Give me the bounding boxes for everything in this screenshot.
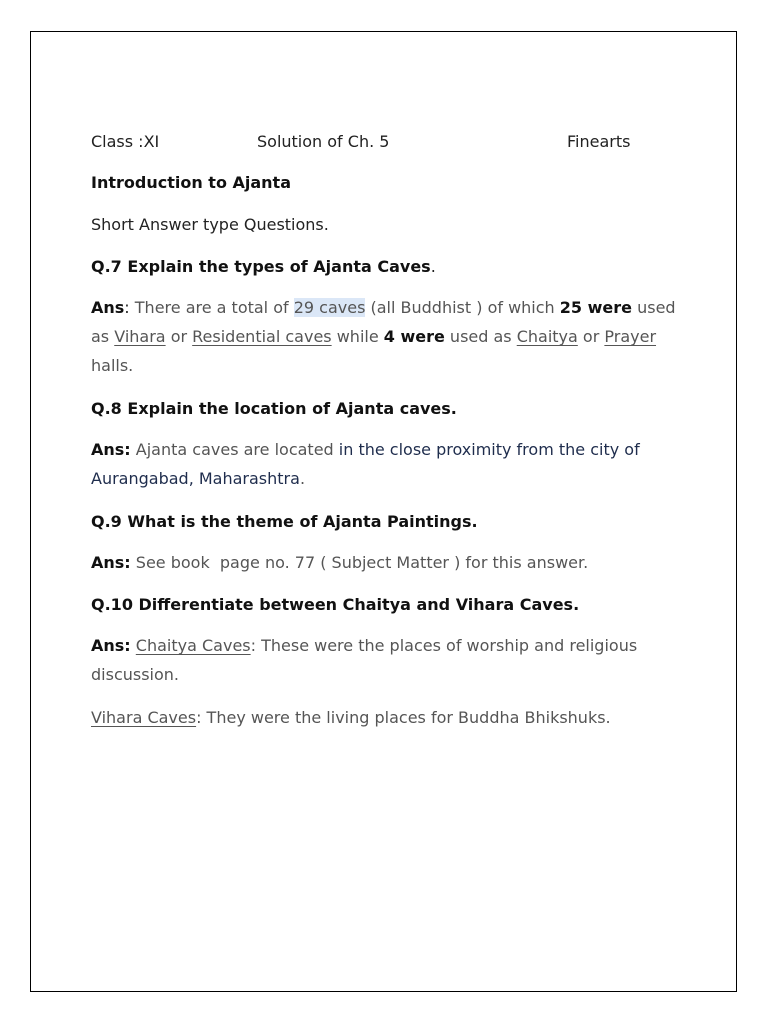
answer-7-colon: : <box>124 298 130 317</box>
class-label: Class :XI <box>91 132 160 151</box>
answer-7-bold-2: 4 were <box>383 327 445 346</box>
section-title <box>91 168 291 197</box>
answer-9-label: Ans: <box>91 553 131 572</box>
question-10 <box>91 590 579 619</box>
answer-9-text: See book page no. 77 ( Subject Matter ) for this answer. <box>130 553 589 572</box>
answer-7-text-5: while <box>331 327 384 346</box>
underlined-prayer: Prayer <box>604 327 657 346</box>
question-7-period: . <box>430 257 436 276</box>
answer-9 <box>91 548 588 577</box>
subject-label: Finearts <box>567 132 631 151</box>
question-9 <box>91 507 478 536</box>
underlined-chaitya: Chaitya <box>516 327 578 346</box>
title-text: Introduction to Ajanta <box>91 173 291 192</box>
question-10-text: Q.10 Differentiate between Chaitya and Vihara Caves. <box>91 595 580 614</box>
answer-10-text-1: : These were the places of worship and religious discussion. <box>91 636 638 684</box>
underlined-vihara: Vihara <box>114 327 166 346</box>
underlined-chaitya-caves: Chaitya Caves <box>135 636 251 655</box>
question-8-text: Q.8 Explain the location of Ajanta caves. <box>91 399 457 418</box>
answer-7-text-4: or <box>165 327 193 346</box>
answer-7-label: Ans <box>91 298 125 317</box>
answer-7-text-6: used as <box>444 327 517 346</box>
highlighted-text: 29 caves <box>293 298 366 317</box>
answer-7-text-2: (all Buddhist ) of which <box>365 298 560 317</box>
answer-7-text-3: used as <box>91 298 676 346</box>
answer-10-label: Ans: <box>91 636 131 655</box>
question-7 <box>91 252 436 281</box>
answer-7-text-1: There are a total of <box>129 298 294 317</box>
answer-7-text-8: halls. <box>91 356 134 375</box>
answer-8-location: in the close proximity from the city of Aurangabad, Maharashtra <box>91 440 640 488</box>
question-7-text: Q.7 Explain the types of Ajanta Caves <box>91 257 431 276</box>
document-page <box>30 31 737 992</box>
answer-8-text-1: Ajanta caves are located <box>130 440 339 459</box>
solution-label: Solution of Ch. 5 <box>257 132 390 151</box>
question-8 <box>91 394 457 423</box>
answer-10-vihara <box>91 703 611 732</box>
answer-7-text-7: or <box>577 327 605 346</box>
underlined-vihara-caves: Vihara Caves <box>91 708 197 727</box>
answer-8-period: . <box>299 469 306 488</box>
answer-10 <box>91 631 681 689</box>
answer-7-bold-1: 25 were <box>559 298 632 317</box>
answer-8 <box>91 435 681 493</box>
question-9-text: Q.9 What is the theme of Ajanta Paintings. <box>91 512 478 531</box>
answer-10-text-2: : They were the living places for Buddha Bhikshuks. <box>196 708 611 727</box>
answer-7 <box>91 293 681 380</box>
underlined-residential-caves: Residential caves <box>192 327 332 346</box>
answer-8-label: Ans: <box>91 440 131 459</box>
section-subtitle: Short Answer type Questions. <box>91 215 329 234</box>
